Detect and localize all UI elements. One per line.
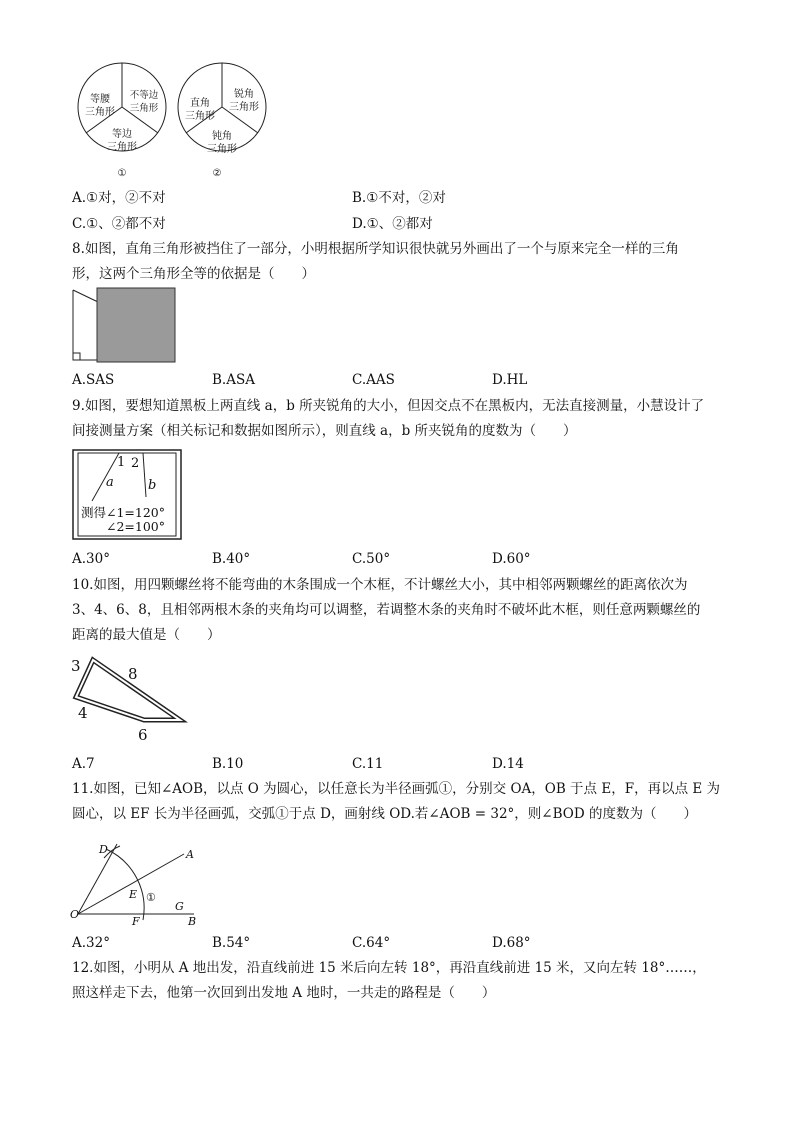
q8-option-c[interactable]: C.AAS xyxy=(352,372,395,388)
pie2-bottom-line2: 三角形 xyxy=(207,144,237,155)
pie1-caption: ① xyxy=(117,168,127,179)
q11-option-a[interactable]: A.32° xyxy=(72,935,110,951)
q10-stem-line2: 3、4、6、8，且相邻两根木条的夹角均可以调整，若调整木条的夹角时不破坏此木框，则任意两颗螺丝的 xyxy=(72,602,701,618)
point-B: B xyxy=(188,915,197,928)
pie2-left-line2: 三角形 xyxy=(185,111,215,122)
q10-option-a[interactable]: A.7 xyxy=(72,756,95,772)
occluding-block xyxy=(97,288,175,362)
q7-figure xyxy=(70,62,280,180)
pie1-left-line1: 等腰 xyxy=(90,94,110,105)
point-O: O xyxy=(70,908,80,921)
point-A: A xyxy=(186,848,194,861)
q8-option-b[interactable]: B.ASA xyxy=(212,372,255,388)
q9-stem-line1: 9.如图，要想知道黑板上两直线 a，b 所夹锐角的大小，但因交点不在黑板内，无法直接测量，小慧设计了 xyxy=(72,398,705,414)
q8-figure xyxy=(72,286,178,364)
q11-stem-line1: 11.如图，已知∠AOB，以点 O 为圆心，以任意长为半径画弧①，分别交 OA，OB 于点 E，F，再以点 E 为 xyxy=(72,781,721,797)
q8-option-d[interactable]: D.HL xyxy=(492,372,528,388)
point-F: F xyxy=(132,915,140,928)
q10-option-d[interactable]: D.14 xyxy=(492,756,524,772)
arc-1 xyxy=(106,849,144,920)
q11-stem-line2: 圆心，以 EF 长为半径画弧，交弧①于点 D，画射线 OD.若∠AOB = 32°，则∠BOD 的度数为（ ） xyxy=(72,806,697,822)
measure-angle-1: 测得∠1=120° xyxy=(81,505,166,520)
label-b: b xyxy=(148,478,157,493)
q10-stem-line1: 10.如图，用四颗螺丝将不能弯曲的木条围成一个木框，不计螺丝大小，其中相邻两颗螺丝的距离依次为 xyxy=(72,577,688,593)
side-label-8: 8 xyxy=(128,665,138,683)
q11-figure xyxy=(68,834,203,929)
q10-figure xyxy=(68,655,188,745)
q9-option-b[interactable]: B.40° xyxy=(212,551,251,567)
pie1-left-line2: 三角形 xyxy=(85,107,115,118)
point-G: G xyxy=(175,900,184,913)
pie-chart-2 xyxy=(178,63,266,179)
q8-option-a[interactable]: A.SAS xyxy=(72,372,115,388)
q9-option-d[interactable]: D.60° xyxy=(492,551,531,567)
q7-option-b[interactable]: B.①不对，②对 xyxy=(352,190,446,206)
q12-stem-line2: 照这样走下去，他第一次回到出发地 A 地时，一共走的路程是（ ） xyxy=(72,985,496,1001)
pie2-caption: ② xyxy=(212,168,222,179)
pie2-right-line2: 三角形 xyxy=(229,102,259,113)
pie1-right-line2: 三角形 xyxy=(129,103,159,114)
point-D: D xyxy=(99,843,108,856)
pie2-bottom-line1: 钝角 xyxy=(212,131,232,142)
q10-stem-line3: 距离的最大值是（ ） xyxy=(72,627,221,643)
pie-chart-1 xyxy=(78,63,166,179)
q8-stem-line2: 形，这两个三角形全等的依据是（ ） xyxy=(72,266,315,282)
q7-option-c[interactable]: C.①、②都不对 xyxy=(72,216,166,232)
ray-OA xyxy=(78,854,184,914)
q10-option-b[interactable]: B.10 xyxy=(212,756,244,772)
label-a: a xyxy=(106,475,114,490)
side-label-6: 6 xyxy=(138,726,148,744)
q9-option-c[interactable]: C.50° xyxy=(352,551,391,567)
pie1-bottom-line2: 三角形 xyxy=(107,142,137,153)
point-E: E xyxy=(129,888,138,901)
q7-option-a[interactable]: A.①对，②不对 xyxy=(72,190,166,206)
arc-label-1: ① xyxy=(146,891,156,904)
q9-stem-line2: 间接测量方案（相关标记和数据如图所示），则直线 a，b 所夹锐角的度数为（ ） xyxy=(72,423,577,439)
pie1-bottom-line1: 等边 xyxy=(112,129,132,140)
q9-option-a[interactable]: A.30° xyxy=(72,551,110,567)
q11-option-b[interactable]: B.54° xyxy=(212,935,251,951)
q9-figure xyxy=(72,449,182,541)
line-b xyxy=(143,453,146,497)
pie1-right-line1: 不等边 xyxy=(129,90,159,101)
side-label-4: 4 xyxy=(78,704,88,722)
q11-option-d[interactable]: D.68° xyxy=(492,935,531,951)
label-angle-1: 1 xyxy=(117,455,126,470)
q8-stem-line1: 8.如图，直角三角形被挡住了一部分，小明根据所学知识很快就另外画出了一个与原来完全一样的三角 xyxy=(72,241,679,257)
pie2-left-line1: 直角 xyxy=(190,98,210,109)
q7-option-d[interactable]: D.①、②都对 xyxy=(352,216,433,232)
q12-stem-line1: 12.如图，小明从 A 地出发，沿直线前进 15 米后向左转 18°，再沿直线前进 15 米，又向左转 18°……， xyxy=(72,960,706,976)
q11-option-c[interactable]: C.64° xyxy=(352,935,391,951)
label-angle-2: 2 xyxy=(131,456,140,471)
q10-option-c[interactable]: C.11 xyxy=(352,756,384,772)
pie2-right-line1: 锐角 xyxy=(234,89,254,100)
side-label-3: 3 xyxy=(71,657,81,675)
measure-angle-2: ∠2=100° xyxy=(106,519,166,534)
